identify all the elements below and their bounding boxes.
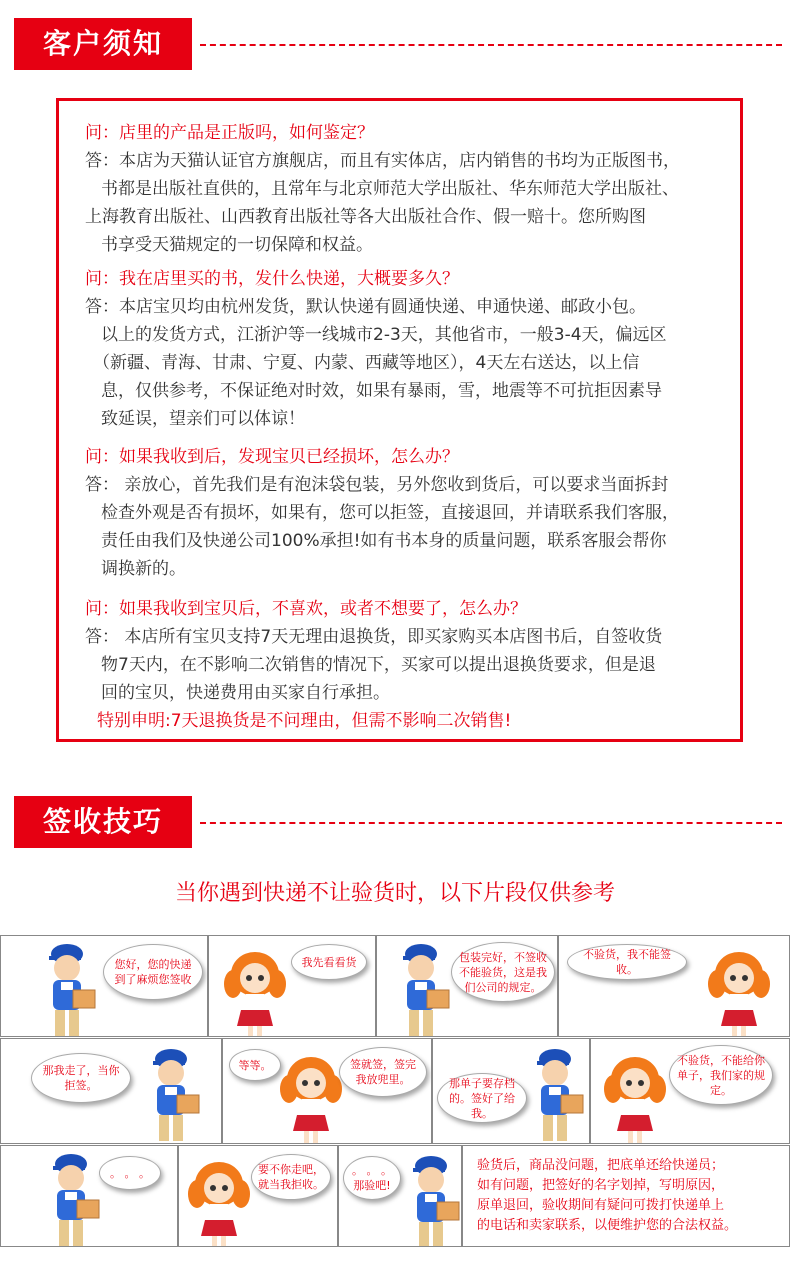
faq-answer-line: 答： 亲放心，首先我们是有泡沫袋包装，另外您收到货后，可以要求当面拆封	[85, 475, 669, 495]
girl-figure	[179, 1148, 259, 1247]
comic-panel	[338, 1145, 462, 1247]
girl-figure	[215, 938, 295, 1037]
speech-bubble: 包装完好，不签收不能验货，这是我们公司的规定。	[451, 942, 555, 1002]
faq-answer-line: （新疆、青海、甘肃、宁夏、内蒙、西藏等地区），4天左右送达，以上信	[93, 353, 640, 373]
comic-panel	[222, 1038, 432, 1144]
girl-figure	[271, 1043, 351, 1143]
faq-answer-line: 上海教育出版社、山西教育出版社等各大出版社合作、假一赔十。您所购图	[85, 207, 646, 227]
speech-bubble: 那单子要存档的。签好了给我。	[437, 1073, 527, 1123]
final-note-line: 的电话和卖家联系，以便维护您的合法权益。	[477, 1218, 738, 1233]
comic-panel	[376, 935, 558, 1037]
faq-answer-line: 答： 本店所有宝贝支持7天无理由退换货，即买家购买本店图书后，自签收货	[85, 627, 663, 647]
final-note-line: 如有问题，把签好的名字划掉，写明原因，	[477, 1178, 725, 1193]
notice-box	[56, 98, 743, 742]
faq-question-3: 问：如果我收到后，发现宝贝已经损坏，怎么办？	[85, 447, 459, 467]
final-note-line: 验货后，商品没问题，把底单还给快递员；	[477, 1158, 725, 1173]
comic-panel	[432, 1038, 590, 1144]
section-title-tips: 签收技巧	[14, 796, 192, 848]
faq-question-2: 问：我在店里买的书，发什么快递，大概要多久？	[85, 269, 459, 289]
faq-answer-line: 责任由我们及快递公司100%承担!如有书本身的质量问题，联系客服会帮你	[101, 531, 667, 551]
courier-figure	[131, 1041, 211, 1141]
final-note-line: 原单退回，验收期间有疑问可拨打快递单上	[477, 1198, 725, 1213]
faq-answer-line: 答：本店为天猫认证官方旗舰店，而且有实体店，店内销售的书均为正版图书，	[85, 151, 680, 171]
final-note	[477, 1156, 737, 1236]
faq-answer-line: 回的宝贝，快递费用由买家自行承担。	[101, 683, 390, 703]
special-statement: 特别申明:7天退换货是不问理由，但需不影响二次销售!	[97, 711, 512, 731]
faq-answer-line: 物7天内，在不影响二次销售的情况下，买家可以提出退换货要求，但是退	[101, 655, 656, 675]
courier-figure	[515, 1041, 590, 1141]
faq-answer-line: 调换新的。	[101, 559, 186, 579]
comic-panel-note	[462, 1145, 790, 1247]
faq-answer-line: 致延误，望亲们可以体谅！	[101, 409, 305, 429]
courier-figure	[27, 936, 107, 1036]
speech-bubble: 我先看看货	[291, 944, 367, 980]
comic-panel	[0, 935, 208, 1037]
girl-figure	[699, 938, 779, 1037]
section-header-notice	[0, 18, 790, 78]
speech-bubble: 不验货，我不能签收。	[567, 944, 687, 980]
comic-panel	[0, 1038, 222, 1144]
dashed-divider	[200, 44, 782, 46]
dashed-divider	[200, 822, 782, 824]
comic-panel	[558, 935, 790, 1037]
comic-row-2	[0, 1038, 790, 1144]
faq-answer-line: 息，仅供参考，不保证绝对时效，如果有暴雨，雪，地震等不可抗拒因素导	[101, 381, 662, 401]
faq-answer-line: 书都是出版社直供的，且常年与北京师范大学出版社、华东师范大学出版社、	[101, 179, 679, 199]
speech-bubble: 不验货，不能给你单子，我们家的规定。	[669, 1045, 773, 1105]
speech-bubble: 等等。	[229, 1049, 281, 1081]
comic-panel	[208, 935, 376, 1037]
speech-bubble: 要不你走吧，就当我拒收。	[251, 1154, 331, 1200]
comic-panel	[0, 1145, 178, 1247]
comic-panel	[590, 1038, 790, 1144]
speech-bubble: 签就签，签完我放兜里。	[339, 1047, 427, 1097]
speech-bubble: 您好，您的快递到了麻烦您签收	[103, 944, 203, 1000]
faq-answer-line: 检查外观是否有损坏，如果有，您可以拒签，直接退回，并请联系我们客服，	[101, 503, 679, 523]
girl-figure	[595, 1043, 675, 1143]
courier-figure	[391, 1148, 462, 1247]
speech-bubble: 那我走了，当你拒签。	[31, 1053, 131, 1103]
speech-bubble: 。 。 。	[99, 1156, 161, 1190]
comic-panel	[178, 1145, 338, 1247]
faq-answer-line: 答：本店宝贝均由杭州发货，默认快递有圆通快递、申通快递、邮政小包。	[85, 297, 646, 317]
speech-bubble: 。 。 。 那验吧!	[343, 1156, 401, 1200]
courier-figure	[31, 1146, 111, 1246]
comic-row-3	[0, 1145, 790, 1247]
faq-answer-line: 书享受天猫规定的一切保障和权益。	[101, 235, 373, 255]
comic-row-1	[0, 935, 790, 1037]
faq-answer-line: 以上的发货方式，江浙沪等一线城市2-3天，其他省市，一般3-4天，偏远区	[101, 325, 667, 345]
courier-figure	[381, 936, 461, 1036]
section-title-notice: 客户须知	[14, 18, 192, 70]
tip-title: 当你遇到快递不让验货时，以下片段仅供参考	[174, 881, 615, 906]
section-header-tips	[0, 796, 790, 856]
faq-question-1: 问：店里的产品是正版吗，如何鉴定？	[85, 123, 374, 143]
faq-question-4: 问：如果我收到宝贝后，不喜欢，或者不想要了，怎么办？	[85, 599, 527, 619]
